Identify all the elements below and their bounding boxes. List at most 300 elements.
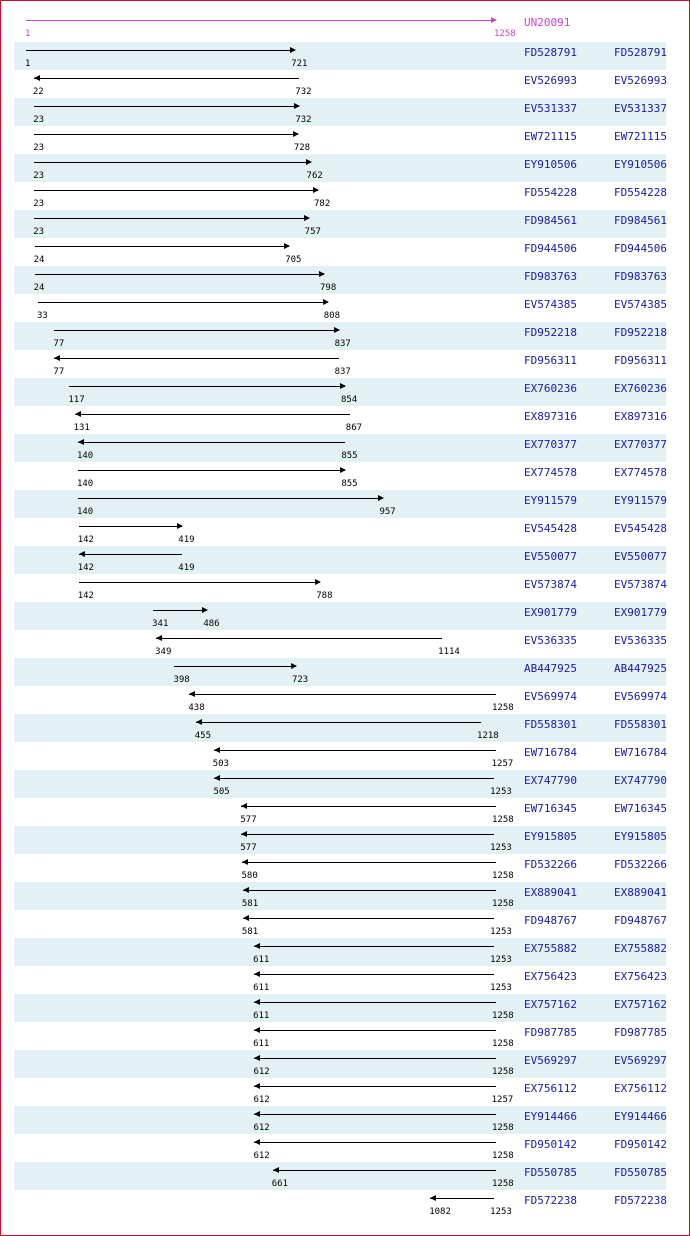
arrow-left-icon [78, 439, 84, 445]
arrow-right-icon [378, 495, 384, 501]
alignment-start-label: 611 [253, 1011, 270, 1021]
alignment-row [14, 322, 666, 350]
alignment-row [14, 378, 666, 406]
accession-link[interactable]: EX889041 [524, 886, 577, 899]
accession-link-secondary[interactable]: FD952218 [614, 326, 667, 339]
accession-link[interactable]: EV573874 [524, 578, 577, 591]
reference-track [0, 14, 690, 42]
alignment-bar [153, 610, 207, 611]
alignment-bar [241, 806, 496, 807]
arrow-left-icon [75, 411, 81, 417]
alignment-start-label: 612 [253, 1067, 270, 1077]
alignment-end-label: 728 [293, 143, 311, 153]
accession-link-secondary[interactable]: FD984561 [614, 214, 667, 227]
alignment-bar [243, 918, 494, 919]
alignment-row [14, 70, 666, 98]
arrow-left-icon [156, 635, 162, 641]
alignment-end-label: 1253 [490, 843, 512, 853]
alignment-end-label: 788 [316, 591, 333, 601]
alignment-bar [189, 694, 496, 695]
alignment-start-label: 142 [77, 535, 94, 545]
alignment-start-label: 505 [213, 787, 230, 797]
alignment-row [14, 154, 666, 182]
alignment-row [14, 406, 666, 434]
accession-link-secondary[interactable]: FD528791 [614, 46, 667, 59]
accession-link[interactable]: EV574385 [524, 298, 577, 311]
arrow-right-icon [202, 607, 208, 613]
alignment-start-label: 140 [76, 479, 94, 489]
alignment-bar [254, 1002, 496, 1003]
accession-link-secondary[interactable]: FD983763 [614, 270, 667, 283]
alignment-end-label: 1258 [492, 899, 514, 909]
alignment-end-label: 855 [341, 451, 358, 461]
alignment-end-label: 721 [291, 59, 308, 69]
alignment-start-label: 1082 [429, 1207, 451, 1217]
accession-link[interactable]: EX770377 [524, 438, 577, 451]
accession-link-secondary[interactable]: EW716784 [614, 746, 667, 759]
alignment-bar [156, 638, 442, 639]
alignment-bar [79, 554, 183, 555]
alignment-end-label: 1114 [438, 647, 460, 657]
alignment-start-label: 455 [194, 731, 212, 741]
accession-link-secondary[interactable]: FD950142 [614, 1138, 667, 1151]
alignment-row [14, 714, 666, 742]
accession-link-secondary[interactable]: FD956311 [614, 354, 667, 367]
accession-link[interactable]: AB447925 [524, 662, 577, 675]
alignment-bar [254, 1058, 496, 1059]
accession-link[interactable]: EX756423 [524, 970, 577, 983]
accession-link-secondary[interactable]: EX901779 [614, 606, 667, 619]
alignment-end-label: 419 [178, 563, 195, 573]
alignment-end-label: 957 [379, 507, 396, 517]
arrow-left-icon [254, 999, 260, 1005]
alignment-end-label: 762 [306, 171, 323, 181]
alignment-end-label: 1253 [490, 787, 512, 797]
alignment-start-label: 117 [68, 395, 85, 405]
accession-link-secondary[interactable]: FD550785 [614, 1166, 667, 1179]
accession-link-secondary[interactable]: EX774578 [614, 466, 667, 479]
accession-link[interactable]: EV550077 [524, 550, 577, 563]
accession-link[interactable]: EX755882 [524, 942, 577, 955]
alignment-end-label: 1253 [490, 983, 512, 993]
accession-link[interactable]: EV569297 [524, 1054, 577, 1067]
alignment-bar [69, 386, 345, 387]
alignment-end-label: 1258 [492, 1151, 514, 1161]
arrow-left-icon [243, 915, 249, 921]
alignment-end-label: 1258 [492, 1123, 514, 1133]
alignment-row [14, 238, 666, 266]
alignment-row [14, 42, 666, 70]
alignment-bar [35, 246, 290, 247]
alignment-start-label: 142 [77, 563, 94, 573]
accession-link[interactable]: FD948767 [524, 914, 577, 927]
alignment-bar [254, 1030, 496, 1031]
alignment-row [14, 602, 666, 630]
alignment-start-label: 611 [253, 1039, 270, 1049]
arrow-right-icon [293, 131, 299, 137]
alignment-start-label: 140 [76, 451, 94, 461]
accession-link[interactable]: EV545428 [524, 522, 577, 535]
alignment-bar [174, 666, 296, 667]
accession-link[interactable]: EX747790 [524, 774, 577, 787]
accession-link-secondary[interactable]: EY910506 [614, 158, 667, 171]
alignment-end-label: 1218 [477, 731, 499, 741]
alignment-bar [79, 582, 321, 583]
accession-link[interactable]: FD987785 [524, 1026, 577, 1039]
arrow-right-icon [294, 103, 300, 109]
alignment-bar [214, 778, 494, 779]
alignment-start-label: 33 [36, 311, 48, 321]
alignment-start-label: 22 [32, 87, 44, 97]
accession-link[interactable]: EV531337 [524, 102, 577, 115]
alignment-bar [196, 722, 481, 723]
arrow-right-icon [304, 215, 310, 221]
alignment-row [14, 882, 666, 910]
accession-link[interactable]: EY910506 [524, 158, 577, 171]
alignment-start-label: 77 [53, 367, 65, 377]
accession-link[interactable]: FD983763 [524, 270, 577, 283]
alignment-end-label: 732 [295, 87, 312, 97]
accession-link-secondary[interactable]: EV550077 [614, 550, 667, 563]
arrow-right-icon [334, 327, 340, 333]
alignment-row [14, 462, 666, 490]
alignment-end-label: 867 [345, 423, 363, 433]
arrow-right-icon [306, 159, 312, 165]
alignment-start-label: 23 [33, 199, 45, 209]
accession-link-secondary[interactable]: EV545428 [614, 522, 667, 535]
alignment-start-label: 398 [173, 675, 190, 685]
alignment-bar [75, 414, 350, 415]
alignment-row [14, 126, 666, 154]
alignment-end-label: 1258 [492, 1039, 514, 1049]
accession-link-secondary[interactable]: FD554228 [614, 186, 667, 199]
alignment-row [14, 1190, 666, 1218]
alignment-start-label: 23 [33, 171, 45, 181]
accession-link-secondary[interactable]: EW716345 [614, 802, 667, 815]
accession-link-secondary[interactable]: EX756112 [614, 1082, 667, 1095]
alignment-end-label: 798 [320, 283, 337, 293]
alignment-bar [79, 526, 183, 527]
alignment-bar [254, 1114, 496, 1115]
accession-link-secondary[interactable]: FD987785 [614, 1026, 667, 1039]
arrow-left-icon [254, 1111, 260, 1117]
alignment-end-label: 1258 [492, 1011, 514, 1021]
alignment-start-label: 77 [53, 339, 65, 349]
arrow-right-icon [290, 47, 296, 53]
accession-link-secondary[interactable]: FD944506 [614, 242, 667, 255]
arrow-left-icon [254, 1139, 260, 1145]
accession-link[interactable]: FD952218 [524, 326, 577, 339]
alignment-bar [254, 1142, 496, 1143]
reference-id: UN20091 [524, 16, 571, 29]
accession-link-secondary[interactable]: EX747790 [614, 774, 667, 787]
accession-link[interactable]: FD528791 [524, 46, 577, 59]
alignment-row [14, 350, 666, 378]
alignment-row [14, 966, 666, 994]
accession-link[interactable]: FD984561 [524, 214, 577, 227]
alignment-end-label: 705 [285, 255, 302, 265]
alignment-bar [254, 946, 494, 947]
alignment-start-label: 1 [25, 59, 31, 69]
accession-link-secondary[interactable]: EX756423 [614, 970, 667, 983]
alignment-row [14, 938, 666, 966]
accession-link[interactable]: FD944506 [524, 242, 577, 255]
alignment-row [14, 1134, 666, 1162]
arrow-right-icon [313, 187, 319, 193]
alignment-row [14, 434, 666, 462]
alignment-end-label: 855 [341, 479, 358, 489]
accession-link-secondary[interactable]: FD558301 [614, 718, 667, 731]
accession-link-secondary[interactable]: EV531337 [614, 102, 667, 115]
arrow-left-icon [196, 719, 202, 725]
accession-link-secondary[interactable]: EV536335 [614, 634, 667, 647]
accession-link[interactable]: EW721115 [524, 130, 577, 143]
arrow-left-icon [214, 747, 220, 753]
alignment-start-label: 577 [240, 843, 257, 853]
alignment-end-label: 1253 [490, 955, 512, 965]
alignment-end-label: 1258 [492, 1179, 514, 1189]
accession-link[interactable]: FD550785 [524, 1166, 577, 1179]
alignment-row [14, 546, 666, 574]
alignment-start-label: 24 [33, 283, 45, 293]
alignment-bar [241, 834, 494, 835]
arrow-left-icon [79, 551, 85, 557]
alignment-bar [214, 750, 496, 751]
alignment-row [14, 686, 666, 714]
alignment-start-label: 503 [212, 759, 229, 769]
accession-link-secondary[interactable]: EX755882 [614, 942, 667, 955]
alignment-start-label: 577 [240, 815, 257, 825]
alignment-bar [38, 302, 328, 303]
accession-link[interactable]: EX774578 [524, 466, 577, 479]
alignment-bar [273, 1170, 496, 1171]
alignment-row [14, 266, 666, 294]
accession-link-secondary[interactable]: FD572238 [614, 1194, 667, 1207]
alignment-end-label: 757 [304, 227, 321, 237]
arrow-left-icon [54, 355, 60, 361]
alignment-start-label: 612 [253, 1095, 270, 1105]
alignment-bar [54, 330, 338, 331]
alignment-row [14, 1050, 666, 1078]
alignment-start-label: 24 [33, 255, 45, 265]
reference-arrow-icon [491, 17, 497, 23]
alignment-start-label: 140 [76, 507, 94, 517]
arrow-left-icon [273, 1167, 279, 1173]
accession-link[interactable]: EX760236 [524, 382, 577, 395]
alignment-row [14, 182, 666, 210]
alignment-end-label: 808 [323, 311, 340, 321]
accession-link[interactable]: EY914466 [524, 1110, 577, 1123]
alignment-bar [35, 274, 324, 275]
accession-link-secondary[interactable]: EX897316 [614, 410, 667, 423]
alignment-row [14, 518, 666, 546]
alignment-row [14, 1078, 666, 1106]
accession-link-secondary[interactable]: FD532266 [614, 858, 667, 871]
alignment-start-label: 23 [33, 143, 45, 153]
alignment-row [14, 854, 666, 882]
alignment-end-label: 486 [203, 619, 220, 629]
alignment-end-label: 854 [340, 395, 358, 405]
alignment-end-label: 723 [291, 675, 309, 685]
alignment-row [14, 490, 666, 518]
accession-link-secondary[interactable]: EV574385 [614, 298, 667, 311]
arrow-left-icon [241, 803, 247, 809]
arrow-left-icon [430, 1195, 436, 1201]
alignment-bar [34, 218, 308, 219]
accession-link[interactable]: EY915805 [524, 830, 577, 843]
alignment-row [14, 770, 666, 798]
alignment-row [14, 826, 666, 854]
alignment-end-label: 1257 [491, 1095, 514, 1105]
arrow-right-icon [315, 579, 321, 585]
arrow-left-icon [254, 1027, 260, 1033]
alignment-end-label: 1253 [490, 927, 512, 937]
accession-link[interactable]: EW716784 [524, 746, 577, 759]
arrow-right-icon [177, 523, 183, 529]
alignment-end-label: 732 [295, 115, 312, 125]
arrow-right-icon [340, 467, 346, 473]
accession-link-secondary[interactable]: AB447925 [614, 662, 667, 675]
arrow-left-icon [254, 943, 260, 949]
alignment-end-label: 1258 [492, 815, 514, 825]
alignment-row [14, 658, 666, 686]
alignment-end-label: 1258 [492, 703, 514, 713]
accession-link-secondary[interactable]: EV569974 [614, 690, 667, 703]
alignment-end-label: 1257 [491, 759, 514, 769]
alignment-row [14, 630, 666, 658]
alignment-row [14, 1106, 666, 1134]
alignment-start-label: 581 [241, 927, 259, 937]
accession-link-secondary[interactable]: EV526993 [614, 74, 667, 87]
accession-link[interactable]: FD572238 [524, 1194, 577, 1207]
alignment-bar [34, 134, 298, 135]
alignment-start-label: 612 [253, 1151, 270, 1161]
alignment-row [14, 742, 666, 770]
alignment-bar [34, 162, 310, 163]
alignment-bar [254, 1086, 495, 1087]
arrow-left-icon [254, 1083, 260, 1089]
arrow-left-icon [214, 775, 220, 781]
alignment-start-label: 349 [155, 647, 172, 657]
arrow-right-icon [284, 243, 290, 249]
accession-link[interactable]: EW716345 [524, 802, 577, 815]
alignment-row [14, 98, 666, 126]
arrow-left-icon [189, 691, 195, 697]
alignment-bar [34, 78, 299, 79]
alignment-bar [242, 862, 496, 863]
alignment-row [14, 294, 666, 322]
alignment-end-label: 837 [334, 367, 351, 377]
alignment-start-label: 580 [241, 871, 258, 881]
alignment-start-label: 612 [253, 1123, 270, 1133]
accession-link-secondary[interactable]: EX770377 [614, 438, 667, 451]
alignment-bar [430, 1198, 494, 1199]
alignment-end-label: 1253 [490, 1207, 512, 1217]
accession-link-secondary[interactable]: FD948767 [614, 914, 667, 927]
accession-link-secondary[interactable]: EX757162 [614, 998, 667, 1011]
alignment-row [14, 994, 666, 1022]
alignment-bar [78, 442, 345, 443]
alignment-end-label: 782 [314, 199, 331, 209]
alignment-start-label: 23 [33, 115, 45, 125]
accession-link[interactable]: FD532266 [524, 858, 577, 871]
alignment-bar [254, 974, 494, 975]
alignment-bar [243, 890, 496, 891]
alignment-start-label: 142 [77, 591, 94, 601]
alignment-end-label: 1258 [492, 1067, 514, 1077]
alignment-start-label: 661 [271, 1179, 289, 1189]
accession-link[interactable]: EX756112 [524, 1082, 577, 1095]
alignment-end-label: 1258 [492, 871, 514, 881]
accession-link-secondary[interactable]: EY911579 [614, 494, 667, 507]
accession-link-secondary[interactable]: EV569297 [614, 1054, 667, 1067]
arrow-right-icon [319, 271, 325, 277]
arrow-right-icon [323, 299, 329, 305]
accession-link-secondary[interactable]: EX889041 [614, 886, 667, 899]
arrow-left-icon [254, 1055, 260, 1061]
alignment-start-label: 131 [73, 423, 90, 433]
arrow-left-icon [242, 859, 248, 865]
alignment-end-label: 419 [178, 535, 195, 545]
alignment-start-label: 611 [253, 955, 270, 965]
arrow-left-icon [243, 887, 249, 893]
accession-link-secondary[interactable]: EW721115 [614, 130, 667, 143]
alignment-row [14, 574, 666, 602]
accession-link[interactable]: EV526993 [524, 74, 577, 87]
accession-link[interactable]: EY911579 [524, 494, 577, 507]
alignment-bar [78, 498, 383, 499]
accession-link[interactable]: FD950142 [524, 1138, 577, 1151]
arrow-left-icon [254, 971, 260, 977]
arrow-left-icon [34, 75, 40, 81]
alignment-bar [34, 190, 318, 191]
reference-bar [26, 20, 492, 21]
alignment-bar [26, 50, 295, 51]
alignment-row [14, 910, 666, 938]
alignment-start-label: 611 [253, 983, 270, 993]
accession-link[interactable]: FD558301 [524, 718, 577, 731]
alignment-bar [34, 106, 299, 107]
accession-link[interactable]: FD554228 [524, 186, 577, 199]
accession-link-secondary[interactable]: EX760236 [614, 382, 667, 395]
alignment-bar [54, 358, 338, 359]
alignment-start-label: 438 [188, 703, 205, 713]
reference-start-label: 1 [25, 29, 31, 39]
accession-link-secondary[interactable]: EV573874 [614, 578, 667, 591]
reference-end-label: 1258 [494, 29, 516, 39]
accession-link-secondary[interactable]: EY915805 [614, 830, 667, 843]
alignment-row [14, 1162, 666, 1190]
accession-link[interactable]: EV536335 [524, 634, 577, 647]
accession-link[interactable]: EV569974 [524, 690, 577, 703]
accession-link-secondary[interactable]: EY914466 [614, 1110, 667, 1123]
arrow-left-icon [241, 831, 247, 837]
arrow-right-icon [340, 383, 346, 389]
alignment-row [14, 1022, 666, 1050]
accession-link[interactable]: EX757162 [524, 998, 577, 1011]
alignment-start-label: 23 [33, 227, 45, 237]
arrow-right-icon [291, 663, 297, 669]
alignment-row [14, 210, 666, 238]
alignment-end-label: 837 [334, 339, 351, 349]
alignment-start-label: 341 [152, 619, 169, 629]
accession-link[interactable]: EX901779 [524, 606, 577, 619]
alignment-start-label: 581 [241, 899, 259, 909]
accession-link[interactable]: FD956311 [524, 354, 577, 367]
alignment-row [14, 798, 666, 826]
alignment-bar [78, 470, 345, 471]
accession-link[interactable]: EX897316 [524, 410, 577, 423]
